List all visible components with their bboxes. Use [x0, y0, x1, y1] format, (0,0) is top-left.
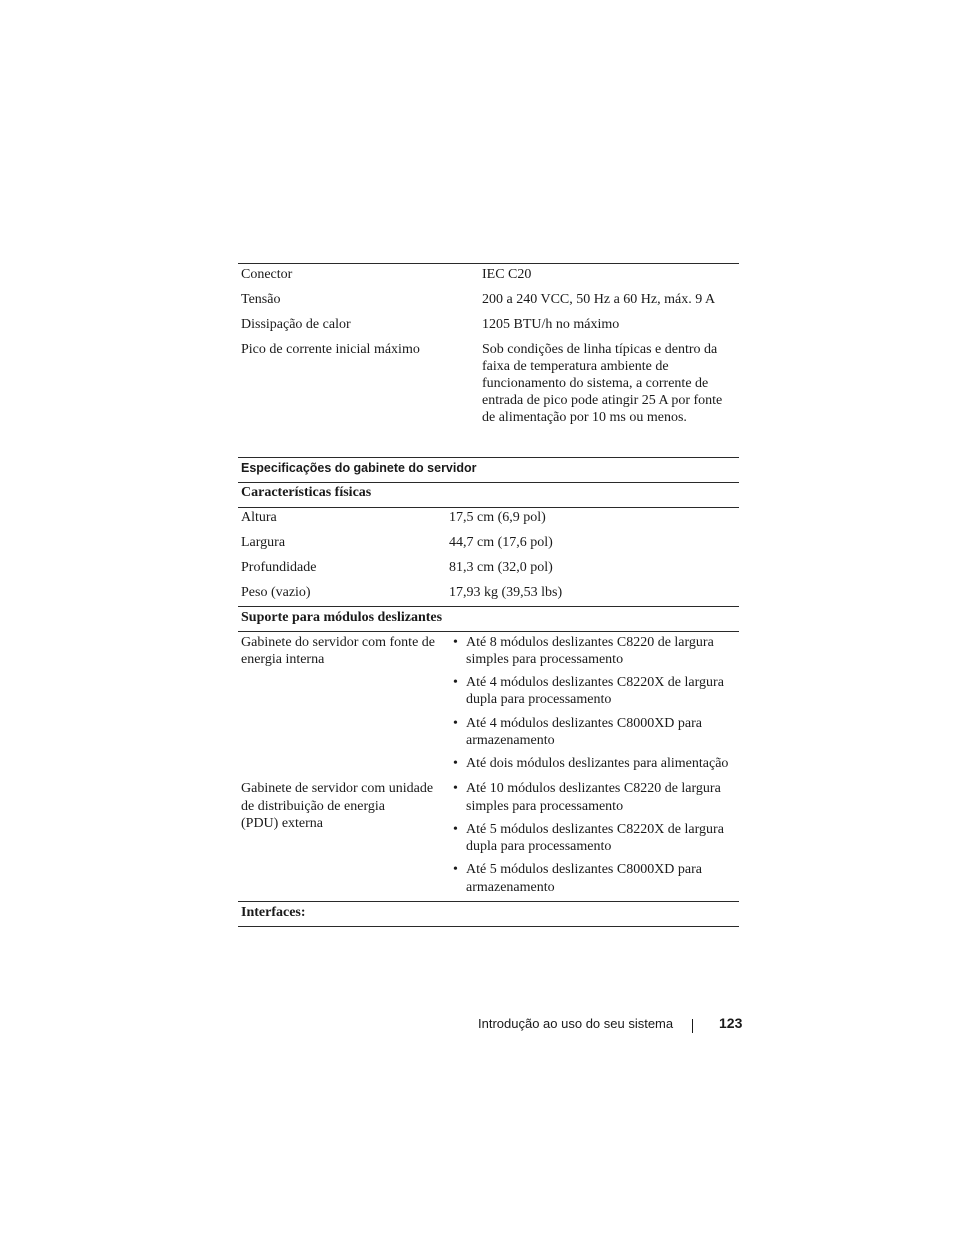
external-bullet-2-line-2: dupla para processamento — [466, 839, 612, 854]
spec-label-height: Altura — [241, 510, 277, 525]
footer-divider — [692, 1019, 693, 1033]
external-bullet-2-line-1: Até 5 módulos deslizantes C8220X de largura — [466, 822, 724, 837]
page-number: 123 — [719, 1015, 743, 1031]
external-bullet-3-line-1: Até 5 módulos deslizantes C8000XD para — [466, 862, 703, 877]
spec-value-voltage: 200 a 240 VCC, 50 Hz a 60 Hz, máx. 9 A — [482, 292, 716, 307]
bullet-marker: • — [453, 781, 458, 796]
sleds-rows-rule — [238, 631, 739, 632]
spec-label-width: Largura — [241, 535, 286, 550]
spec-value-inrush-line-2: faixa de temperatura ambiente de — [482, 359, 669, 374]
internal-bullet-2-line-2: dupla para processamento — [466, 692, 612, 707]
interfaces-heading-rule — [238, 901, 739, 902]
enclosure-table-top-rule — [238, 457, 739, 458]
internal-bullet-3-line-1: Até 4 módulos deslizantes C8000XD para — [466, 716, 703, 731]
spec-label-weight: Peso (vazio) — [241, 585, 311, 600]
power-table-top-rule — [238, 263, 739, 264]
external-bullet-3-line-2: armazenamento — [466, 880, 555, 895]
internal-bullet-1-line-1: Até 8 módulos deslizantes C8220 de largura — [466, 635, 714, 650]
spec-label-connector: Conector — [241, 267, 293, 282]
physical-heading: Características físicas — [241, 485, 372, 500]
bullet-marker: • — [453, 635, 458, 650]
bullet-marker: • — [453, 822, 458, 837]
spec-label-depth: Profundidade — [241, 560, 317, 575]
external-pdu-label-line-2: de distribuição de energia — [241, 799, 385, 814]
spec-value-depth: 81,3 cm (32,0 pol) — [449, 560, 553, 575]
external-bullet-1-line-2: simples para processamento — [466, 799, 624, 814]
spec-value-inrush-line-1: Sob condições de linha típicas e dentro da — [482, 342, 718, 357]
bullet-marker: • — [453, 675, 458, 690]
physical-heading-rule — [238, 482, 739, 483]
spec-value-connector: IEC C20 — [482, 267, 532, 282]
bullet-marker: • — [453, 862, 458, 877]
spec-value-inrush-line-5: de alimentação por 10 ms ou menos. — [482, 410, 687, 425]
bullet-marker: • — [453, 756, 458, 771]
spec-value-width: 44,7 cm (17,6 pol) — [449, 535, 553, 550]
spec-label-inrush-current: Pico de corrente inicial máximo — [241, 342, 420, 357]
spec-value-height: 17,5 cm (6,9 pol) — [449, 510, 546, 525]
spec-value-heat-dissipation: 1205 BTU/h no máximo — [482, 317, 620, 332]
sleds-heading-rule — [238, 606, 739, 607]
physical-rows-rule — [238, 507, 739, 508]
footer-section-title: Introdução ao uso do seu sistema — [478, 1016, 674, 1031]
internal-bullet-1-line-2: simples para processamento — [466, 652, 624, 667]
spec-value-inrush-line-4: entrada de pico pode atingir 25 A por fonte — [482, 393, 723, 408]
enclosure-table-bottom-rule — [238, 926, 739, 927]
spec-value-weight: 17,93 kg (39,53 lbs) — [449, 585, 563, 600]
internal-bullet-2-line-1: Até 4 módulos deslizantes C8220X de largura — [466, 675, 724, 690]
internal-bullet-4-line-1: Até dois módulos deslizantes para alimentação — [466, 756, 729, 771]
spec-value-inrush-line-3: funcionamento do sistema, a corrente de — [482, 376, 709, 391]
external-pdu-label-line-3: (PDU) externa — [241, 816, 324, 831]
enclosure-table-title: Especificações do gabinete do servidor — [241, 461, 477, 475]
internal-bullet-3-line-2: armazenamento — [466, 733, 555, 748]
bullet-marker: • — [453, 716, 458, 731]
external-bullet-1-line-1: Até 10 módulos deslizantes C8220 de largura — [466, 781, 721, 796]
spec-label-voltage: Tensão — [241, 292, 281, 307]
spec-label-heat-dissipation: Dissipação de calor — [241, 317, 351, 332]
internal-psu-label-line-1: Gabinete do servidor com fonte de — [241, 635, 435, 650]
internal-psu-label-line-2: energia interna — [241, 652, 325, 667]
sleds-heading: Suporte para módulos deslizantes — [241, 610, 443, 625]
interfaces-heading: Interfaces: — [241, 905, 306, 920]
external-pdu-label-line-1: Gabinete de servidor com unidade — [241, 781, 434, 796]
